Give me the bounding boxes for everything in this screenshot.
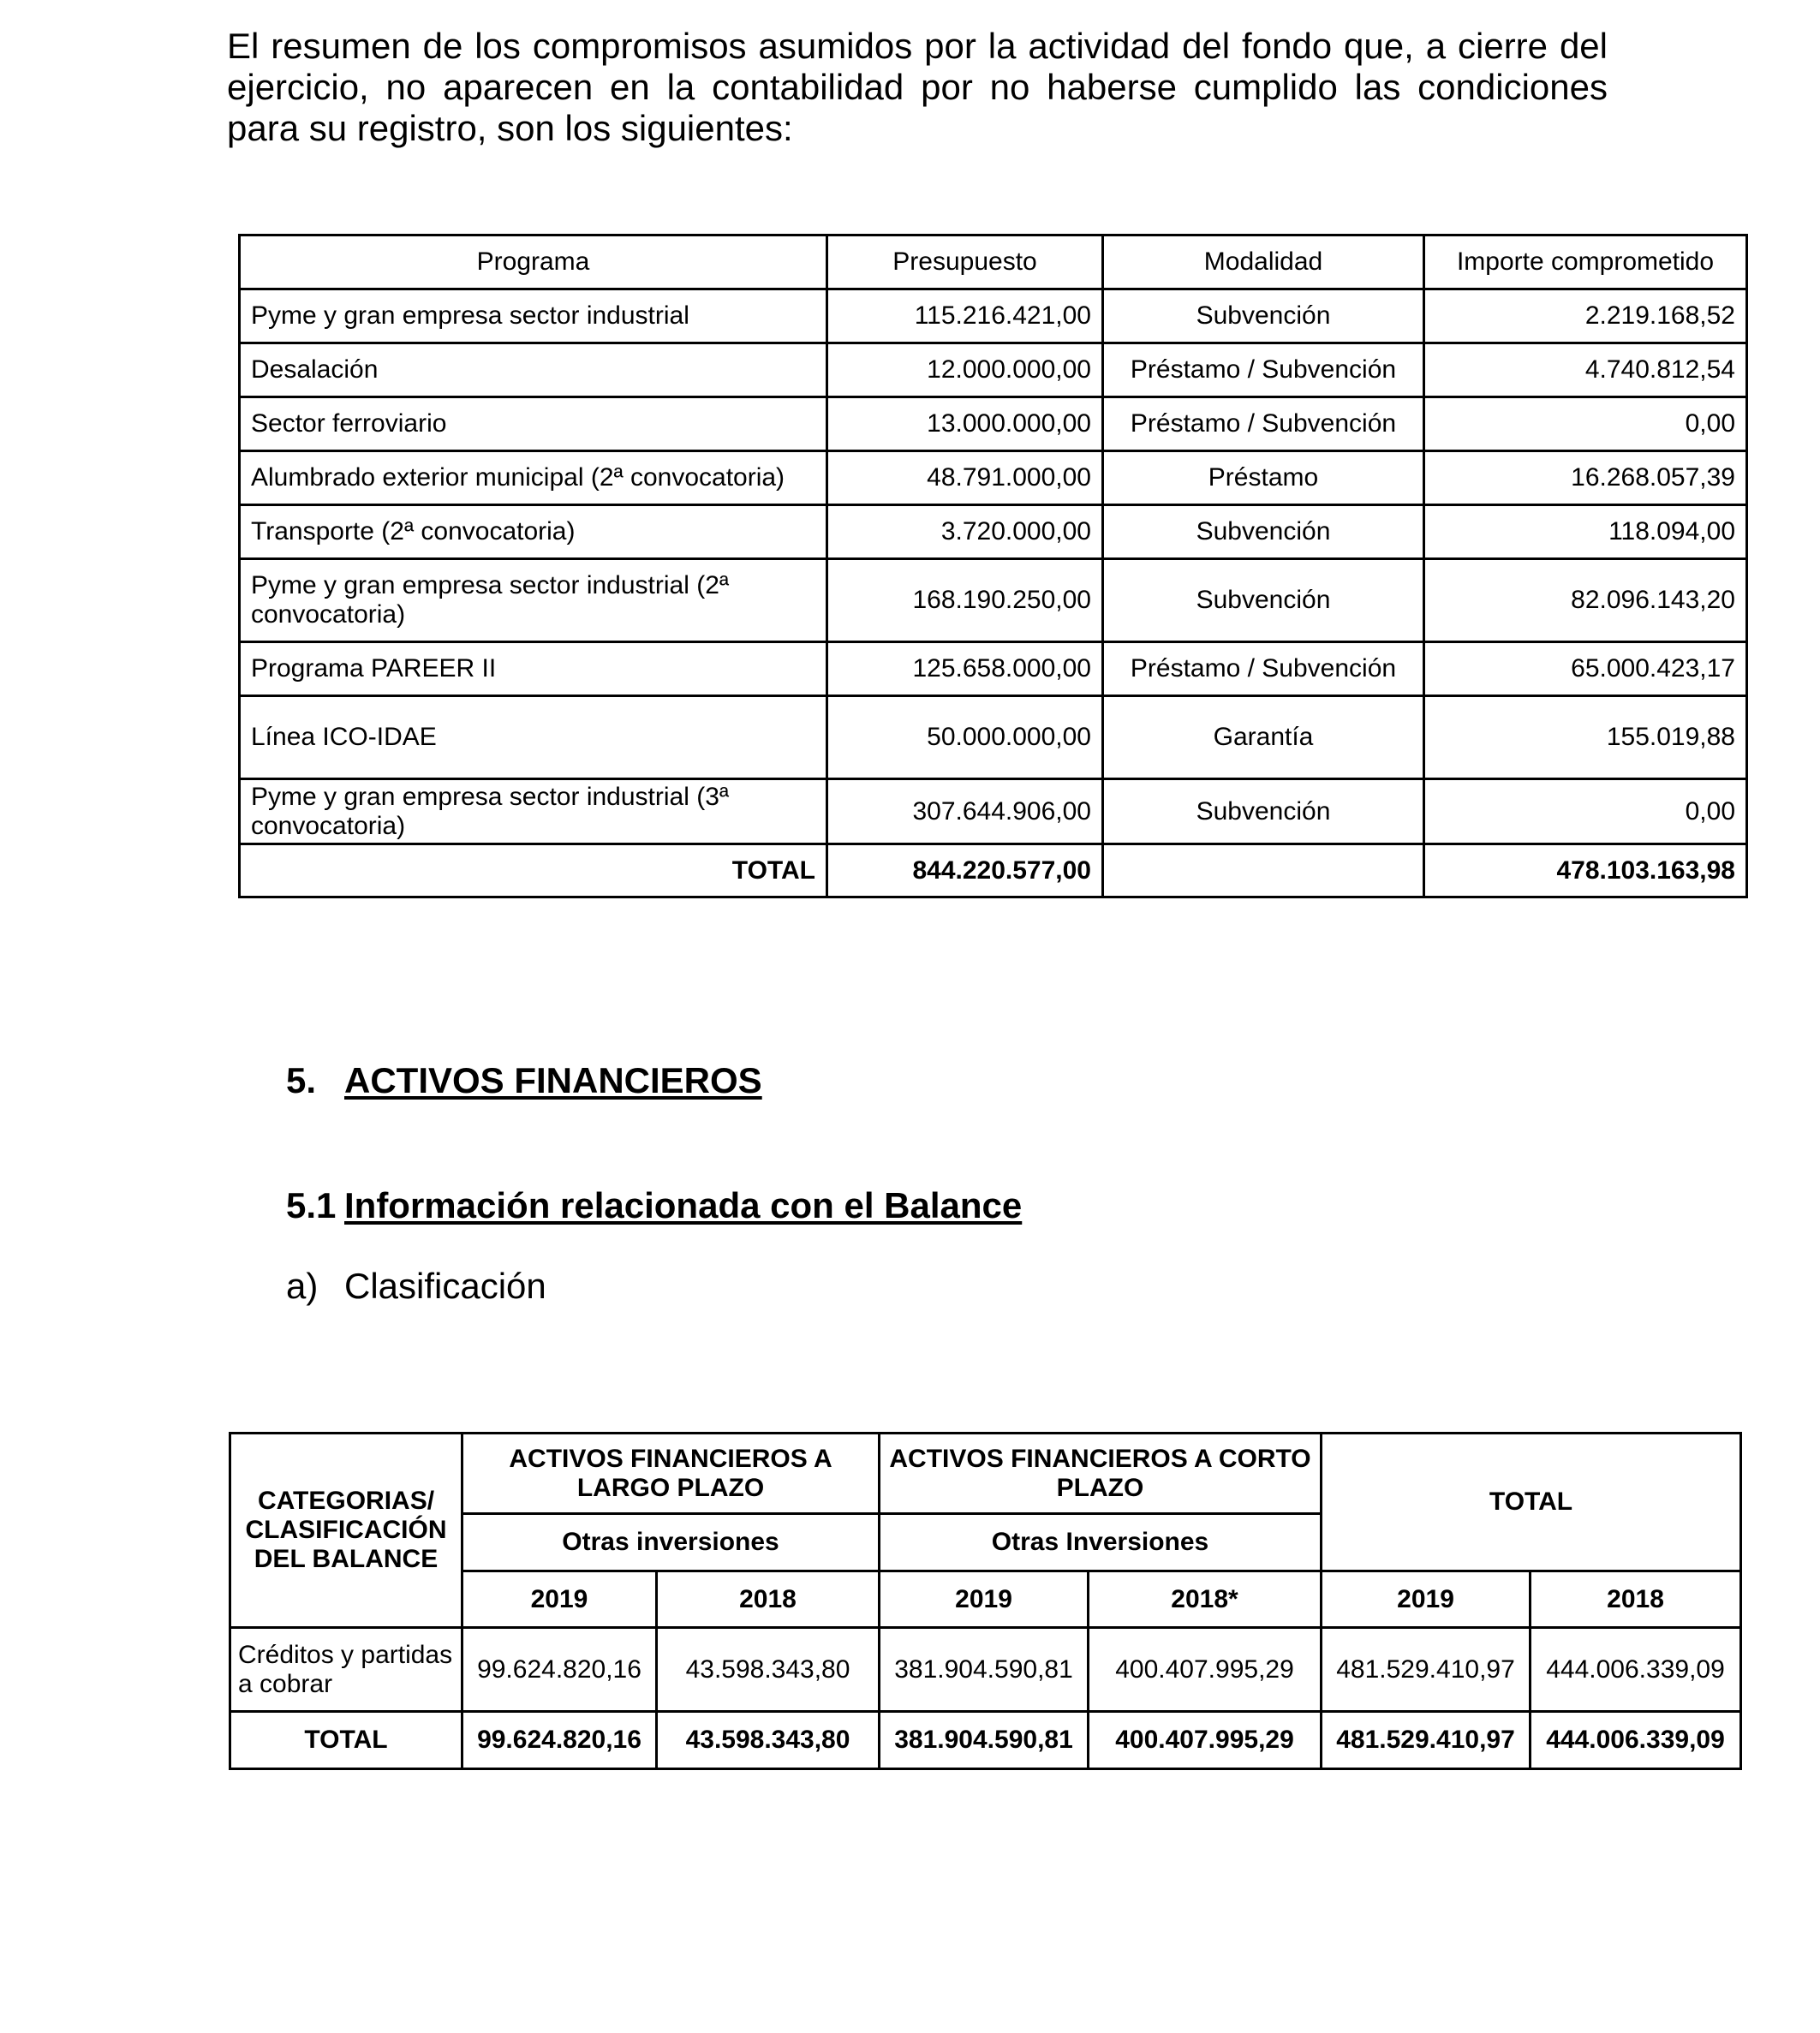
table-row — [240, 779, 1747, 844]
value-cell: 43.598.343,80 — [657, 1628, 880, 1712]
cell-modalidad: Subvención — [1103, 779, 1424, 844]
table-row — [240, 343, 1747, 397]
total-value: 381.904.590,81 — [880, 1712, 1089, 1769]
cell-modalidad: Subvención — [1103, 559, 1424, 642]
header-modalidad: Modalidad — [1103, 235, 1424, 289]
cell-modalidad: Garantía — [1103, 696, 1424, 779]
subsection-number: a) — [286, 1266, 319, 1306]
intro-paragraph: El resumen de los compromisos asumidos por la actividad del fondo que, a cierre del ejercicio, no aparecen en la contabilidad por no haberse cumplido las condiciones para su registro, son los siguientes: — [227, 26, 1608, 148]
total-row — [230, 1712, 1741, 1769]
year-header: 2018 — [1531, 1571, 1741, 1628]
cell-programa: Pyme y gran empresa sector industrial (3ª convocatoria) — [240, 779, 827, 844]
year-header: 2018 — [657, 1571, 880, 1628]
header-category: CATEGORIAS/ CLASIFICACIÓN DEL BALANCE — [230, 1434, 462, 1628]
header-importe: Importe comprometido — [1424, 235, 1747, 289]
total-label: TOTAL — [230, 1712, 462, 1769]
cell-modalidad: Préstamo / Subvención — [1103, 397, 1424, 451]
cell-importe: 155.019,88 — [1424, 696, 1747, 779]
financial-assets-table — [229, 1432, 1742, 1770]
cell-presupuesto: 115.216.421,00 — [827, 289, 1103, 343]
assets-header-row-1 — [230, 1434, 1741, 1514]
cell-presupuesto: 125.658.000,00 — [827, 642, 1103, 696]
table-row — [240, 696, 1747, 779]
header-corto-plazo: ACTIVOS FINANCIEROS A CORTO PLAZO — [880, 1434, 1322, 1514]
section-5-heading — [286, 1060, 762, 1101]
section-5-1-heading — [286, 1185, 1022, 1226]
cell-programa: Línea ICO-IDAE — [240, 696, 827, 779]
total-modalidad-empty — [1103, 844, 1424, 897]
commitments-header-row — [240, 235, 1747, 289]
table-row — [240, 397, 1747, 451]
cell-programa: Pyme y gran empresa sector industrial (2ª convocatoria) — [240, 559, 827, 642]
table-row — [230, 1628, 1741, 1712]
year-header: 2019 — [462, 1571, 657, 1628]
cell-importe: 0,00 — [1424, 397, 1747, 451]
section-title: ACTIVOS FINANCIEROS — [344, 1060, 762, 1100]
header-total: TOTAL — [1322, 1434, 1741, 1571]
header-programa: Programa — [240, 235, 827, 289]
header-otras-corto: Otras Inversiones — [880, 1514, 1322, 1571]
cell-modalidad: Subvención — [1103, 505, 1424, 559]
cell-modalidad: Préstamo / Subvención — [1103, 642, 1424, 696]
cell-presupuesto: 168.190.250,00 — [827, 559, 1103, 642]
cell-modalidad: Préstamo — [1103, 451, 1424, 505]
year-header: 2019 — [880, 1571, 1089, 1628]
section-number: 5. — [286, 1060, 317, 1100]
year-header: 2018* — [1089, 1571, 1322, 1628]
header-largo-plazo: ACTIVOS FINANCIEROS A LARGO PLAZO — [462, 1434, 880, 1514]
total-value: 481.529.410,97 — [1322, 1712, 1531, 1769]
subsection-title: Clasificación — [344, 1266, 546, 1306]
table-row — [240, 451, 1747, 505]
value-cell: 381.904.590,81 — [880, 1628, 1089, 1712]
cell-importe: 0,00 — [1424, 779, 1747, 844]
total-value: 444.006.339,09 — [1531, 1712, 1741, 1769]
cell-presupuesto: 307.644.906,00 — [827, 779, 1103, 844]
header-presupuesto: Presupuesto — [827, 235, 1103, 289]
value-cell: 400.407.995,29 — [1089, 1628, 1322, 1712]
section-number: 5.1 — [286, 1185, 337, 1225]
value-cell: 481.529.410,97 — [1322, 1628, 1531, 1712]
cell-programa: Transporte (2ª convocatoria) — [240, 505, 827, 559]
value-cell: 444.006.339,09 — [1531, 1628, 1741, 1712]
cell-modalidad: Préstamo / Subvención — [1103, 343, 1424, 397]
cell-importe: 82.096.143,20 — [1424, 559, 1747, 642]
cell-programa: Alumbrado exterior municipal (2ª convocatoria) — [240, 451, 827, 505]
value-cell: 99.624.820,16 — [462, 1628, 657, 1712]
section-title: Información relacionada con el Balance — [344, 1185, 1023, 1225]
cell-programa: Pyme y gran empresa sector industrial — [240, 289, 827, 343]
cell-importe: 4.740.812,54 — [1424, 343, 1747, 397]
total-value: 43.598.343,80 — [657, 1712, 880, 1769]
table-row — [240, 505, 1747, 559]
total-value: 400.407.995,29 — [1089, 1712, 1322, 1769]
cell-presupuesto: 12.000.000,00 — [827, 343, 1103, 397]
total-importe: 478.103.163,98 — [1424, 844, 1747, 897]
subsection-a-heading — [286, 1266, 546, 1307]
cell-presupuesto: 48.791.000,00 — [827, 451, 1103, 505]
cell-presupuesto: 13.000.000,00 — [827, 397, 1103, 451]
table-row — [240, 642, 1747, 696]
table-row — [240, 289, 1747, 343]
header-otras-largo: Otras inversiones — [462, 1514, 880, 1571]
cell-presupuesto: 50.000.000,00 — [827, 696, 1103, 779]
table-row — [240, 559, 1747, 642]
total-label: TOTAL — [240, 844, 827, 897]
cell-programa: Desalación — [240, 343, 827, 397]
year-header: 2019 — [1322, 1571, 1531, 1628]
cell-presupuesto: 3.720.000,00 — [827, 505, 1103, 559]
cell-programa: Programa PAREER II — [240, 642, 827, 696]
cell-importe: 65.000.423,17 — [1424, 642, 1747, 696]
commitments-table — [238, 234, 1748, 898]
cell-modalidad: Subvención — [1103, 289, 1424, 343]
total-row — [240, 844, 1747, 897]
cell-importe: 16.268.057,39 — [1424, 451, 1747, 505]
row-label: Créditos y partidas a cobrar — [230, 1628, 462, 1712]
total-value: 99.624.820,16 — [462, 1712, 657, 1769]
cell-importe: 118.094,00 — [1424, 505, 1747, 559]
cell-importe: 2.219.168,52 — [1424, 289, 1747, 343]
total-presupuesto: 844.220.577,00 — [827, 844, 1103, 897]
cell-programa: Sector ferroviario — [240, 397, 827, 451]
